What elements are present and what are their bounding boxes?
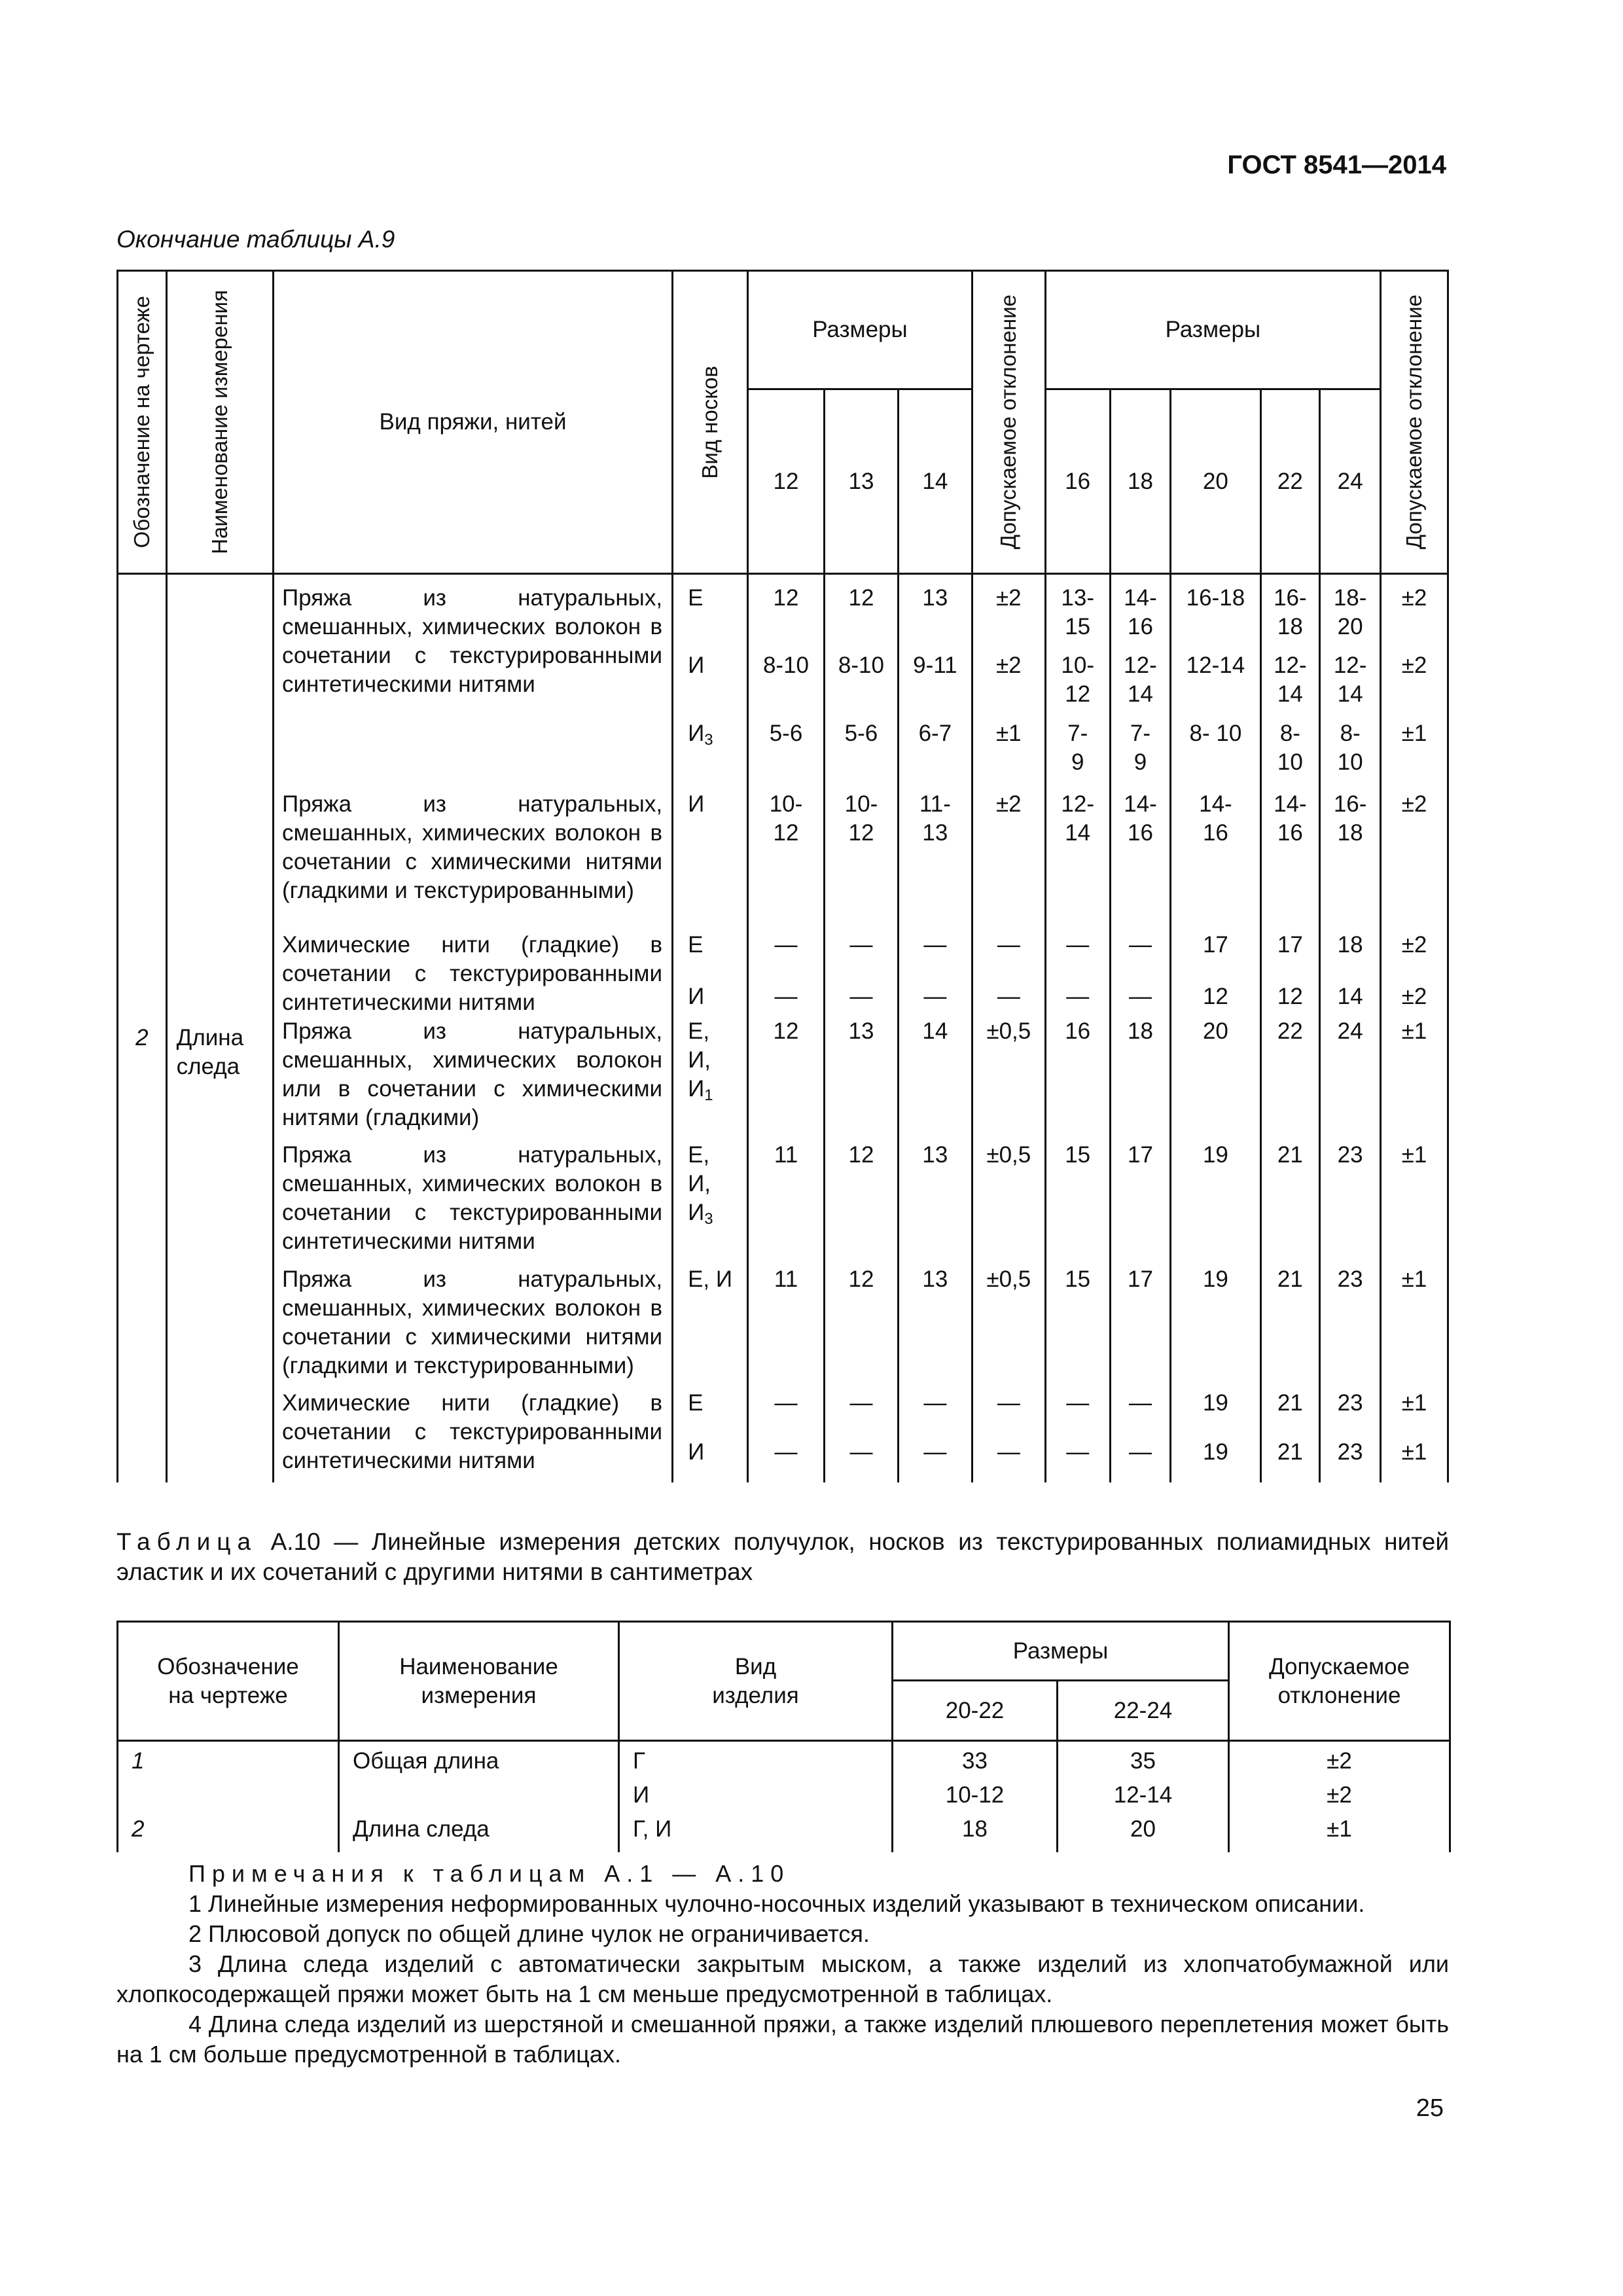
table-cell: 20 xyxy=(1202,1018,1228,1045)
table-cell xyxy=(353,1781,618,1815)
a10-tolerance-values xyxy=(1229,1741,1450,1852)
table-cell: 17 xyxy=(1128,1266,1153,1292)
table-cell: ±2 xyxy=(995,653,1022,679)
yarn-description: Пряжа из натуральных, смешанных, химических волокон в сочетании с текстурированными синтетическими нитями xyxy=(281,1142,663,1255)
sock-type: И xyxy=(688,791,705,817)
header-tolerance-2: Допускаемое отклонение xyxy=(1402,295,1427,550)
table-cell: 13 xyxy=(922,585,948,611)
table-cell: 13 xyxy=(922,1142,948,1168)
table-cell: 22 xyxy=(1277,1018,1303,1045)
table-a10-caption xyxy=(116,1527,1449,1587)
table-cell: Длина следа xyxy=(353,1816,490,1842)
table-cell: — xyxy=(1066,1390,1090,1416)
table-cell: 11 xyxy=(774,1266,798,1292)
table-cell: 12 xyxy=(1277,984,1303,1010)
a10-header-size: 20-22 xyxy=(893,1681,1058,1741)
table-cell: 18 xyxy=(1128,1018,1153,1045)
table-cell: — xyxy=(1128,932,1152,958)
table-cell: 23 xyxy=(1337,1439,1363,1465)
a10-designation-values xyxy=(118,1741,339,1852)
designation-value: 2 xyxy=(118,574,167,1482)
table-cell: 12 xyxy=(1202,984,1228,1010)
header-size: 12 xyxy=(748,389,825,574)
table-cell: 12 xyxy=(848,585,874,611)
a10-header-tolerance: Допускаемое отклонение xyxy=(1229,1622,1450,1741)
note-item: 3 Длина следа изделий с автоматически закрытым мыском, а также изделий из хлопчатобумажной или хлопкосодержащей пряжи может быть на 1 см меньше предусмотренной в таблицах. xyxy=(116,1950,1449,2007)
table-cell: 8-10 xyxy=(762,653,810,679)
sock-type: Е xyxy=(688,932,704,958)
table-cell: 14 xyxy=(1337,984,1363,1010)
table-cell: 18 xyxy=(962,1816,988,1842)
table-cell: ±1 xyxy=(1401,1439,1427,1465)
table-cell: — xyxy=(849,1439,873,1465)
table-cell: — xyxy=(1128,984,1152,1010)
notes-title: Примечания к таблицам А.1 — А.10 xyxy=(188,1860,791,1887)
table-cell: 14- 16 xyxy=(1124,585,1157,639)
table-cell: 5-6 xyxy=(844,720,878,746)
table-cell: 1 xyxy=(132,1748,145,1774)
header-designation: Обозначение на чертеже xyxy=(129,296,154,548)
table-cell: 8- 10 xyxy=(1337,720,1363,775)
table-cell: 10- 12 xyxy=(844,791,878,846)
header-size: 18 xyxy=(1110,389,1171,574)
table-label: Таблица xyxy=(116,1528,258,1555)
a10-size1-values xyxy=(893,1741,1058,1852)
table-cell: ±2 xyxy=(1401,984,1427,1010)
table-cell: ±1 xyxy=(1401,720,1427,746)
table-cell: 12- 14 xyxy=(1061,791,1094,846)
table-cell: — xyxy=(997,984,1020,1010)
table-cell: 33 xyxy=(962,1748,988,1774)
size-14-values xyxy=(898,574,972,1482)
page-number: 25 xyxy=(1416,2094,1444,2122)
table-cell: — xyxy=(849,984,873,1010)
table-cell: 19 xyxy=(1202,1142,1228,1168)
sock-type: Е xyxy=(688,1390,704,1416)
table-cell: ±1 xyxy=(1401,1390,1427,1416)
header-yarn: Вид пряжи, нитей xyxy=(273,271,672,574)
table-cell: 11- 13 xyxy=(919,791,951,846)
yarn-description: Химические нити (гладкие) в сочетании с текстурированными синтетическими нитями xyxy=(281,932,663,1016)
table-cell: ±1 xyxy=(1401,1266,1427,1292)
table-cell: 6-7 xyxy=(918,720,952,746)
yarn-description: Пряжа из натуральных, смешанных, химических волокон в сочетании с текстурированными синтетическими нитями xyxy=(281,585,663,697)
table-cell: 10- 12 xyxy=(1061,653,1094,708)
table-cell: 9-11 xyxy=(913,653,957,679)
size-18-values xyxy=(1110,574,1171,1482)
table-cell: ±2 xyxy=(1327,1782,1352,1808)
table-cell: ±0,5 xyxy=(986,1142,1031,1168)
table-cell: ±0,5 xyxy=(986,1266,1031,1292)
sock-type-values xyxy=(673,574,748,1482)
table-cell: — xyxy=(923,984,947,1010)
table-cell: 10-12 xyxy=(945,1782,1005,1808)
table-cell: — xyxy=(997,1439,1020,1465)
table-cell: ±2 xyxy=(1401,932,1427,958)
table-cell: 10- 12 xyxy=(769,791,803,846)
table-cell: ±2 xyxy=(1401,653,1427,679)
size-24-values xyxy=(1320,574,1381,1482)
table-cell: 14- 16 xyxy=(1124,791,1157,846)
table-cell: 12 xyxy=(773,1018,799,1045)
table-cell: ±2 xyxy=(1401,791,1427,817)
yarn-description: Химические нити (гладкие) в сочетании с текстурированными синтетическими нитями xyxy=(281,1390,663,1473)
a10-measurement-values xyxy=(339,1741,619,1852)
note-item: 2 Плюсовой допуск по общей длине чулок не ограничивается. xyxy=(188,1920,870,1947)
table-cell: — xyxy=(1128,1439,1152,1465)
a10-header-size: 22-24 xyxy=(1058,1681,1229,1741)
table-cell: ±2 xyxy=(1327,1748,1352,1774)
table-cell: 21 xyxy=(1277,1390,1303,1416)
header-size: 14 xyxy=(898,389,972,574)
tolerance-1-values xyxy=(972,574,1045,1482)
table-a10 xyxy=(116,1621,1451,1852)
table-cell: — xyxy=(923,1439,947,1465)
a10-header-product: Вид изделия xyxy=(619,1622,893,1741)
table-cell: 13- 15 xyxy=(1061,585,1094,639)
header-size: 16 xyxy=(1045,389,1110,574)
table-a9 xyxy=(116,270,1449,1482)
table-cell: — xyxy=(1066,984,1090,1010)
table-cell: 16- 18 xyxy=(1274,585,1307,639)
table-cell: 12 xyxy=(848,1266,874,1292)
table-cell: 17 xyxy=(1277,932,1303,958)
table-cell: ±2 xyxy=(995,791,1022,817)
table-cell: 19 xyxy=(1202,1266,1228,1292)
table-cell: 14- 16 xyxy=(1199,791,1232,846)
table-cell: 21 xyxy=(1277,1266,1303,1292)
measurement-value: Длина следа xyxy=(166,574,273,1482)
table-cell: 23 xyxy=(1337,1142,1363,1168)
table-cell: 2 xyxy=(132,1816,145,1842)
table-cell: 12-14 xyxy=(1186,653,1245,679)
table-cell: 21 xyxy=(1277,1439,1303,1465)
table-cell: ±1 xyxy=(995,720,1022,746)
header-size: 13 xyxy=(824,389,898,574)
table-cell: 14- 16 xyxy=(1274,791,1307,846)
sock-type: Е xyxy=(688,585,704,611)
table-cell: 35 xyxy=(1130,1748,1156,1774)
table-cell: 11 xyxy=(774,1142,798,1168)
sock-type: И xyxy=(688,984,705,1010)
table-cell: 19 xyxy=(1202,1390,1228,1416)
table-a10-title: А.10 — Линейные измерения детских получулок, носков из текстурированных полиамидных нитей эластик и их сочетаний с другими нитями в сантиметрах xyxy=(116,1528,1449,1585)
tolerance-2-values xyxy=(1381,574,1448,1482)
table-cell: ±2 xyxy=(995,585,1022,611)
notes-block xyxy=(116,1859,1449,2070)
a10-size2-values xyxy=(1058,1741,1229,1852)
table-cell: 12- 14 xyxy=(1333,653,1367,708)
yarn-description: Пряжа из натуральных, смешанных, химических волокон в сочетании с химическими нитями (гладкими и текстурированными) xyxy=(281,1266,663,1378)
table-cell: 16 xyxy=(1065,1018,1091,1045)
yarn-descriptions xyxy=(273,574,672,1482)
header-sizes-group1: Размеры xyxy=(748,271,972,389)
table-cell: 15 xyxy=(1065,1142,1091,1168)
sock-type: И xyxy=(688,653,705,679)
table-cell: — xyxy=(774,1390,798,1416)
note-item: 4 Длина следа изделий из шерстяной и смешанной пряжи, а также изделий плюшевого переплетения может быть на 1 см больше предусмотренной в таблицах. xyxy=(116,2011,1449,2068)
table-cell: 19 xyxy=(1202,1439,1228,1465)
size-12-values xyxy=(748,574,825,1482)
table-cell: — xyxy=(923,1390,947,1416)
table-cell: 23 xyxy=(1337,1266,1363,1292)
a10-header-designation: Обозначение на чертеже xyxy=(118,1622,339,1741)
table-cell: — xyxy=(997,1390,1020,1416)
table-cell: 5-6 xyxy=(769,720,803,746)
table-cell: Г, И xyxy=(633,1816,672,1842)
table-cell: 14 xyxy=(922,1018,948,1045)
header-measurement: Наименование измерения xyxy=(207,290,232,554)
header-sizes-group2: Размеры xyxy=(1045,271,1380,389)
table-cell: 20 xyxy=(1130,1816,1156,1842)
table-cell: — xyxy=(997,932,1020,958)
table-cell: 12 xyxy=(773,585,799,611)
table-cell: ±1 xyxy=(1401,1142,1427,1168)
table-cell: 7- 9 xyxy=(1130,720,1151,775)
table-cell: — xyxy=(1128,1390,1152,1416)
table-cell: 7- 9 xyxy=(1067,720,1088,775)
table-cell: ±1 xyxy=(1401,1018,1427,1045)
sock-type: И xyxy=(688,1439,705,1465)
header-size: 24 xyxy=(1320,389,1381,574)
table-cell: 12 xyxy=(848,1142,874,1168)
header-tolerance-1: Допускаемое отклонение xyxy=(996,295,1021,550)
size-13-values xyxy=(824,574,898,1482)
table-cell: 13 xyxy=(848,1018,874,1045)
table-cell: 18- 20 xyxy=(1333,585,1367,639)
table-cell: ±0,5 xyxy=(986,1018,1031,1045)
table-cell: Г xyxy=(633,1748,645,1774)
sock-type: Е, И, $И_1$ xyxy=(688,1018,713,1105)
table-cell: 17 xyxy=(1128,1142,1153,1168)
table-cell xyxy=(132,1781,338,1815)
table-cell: И xyxy=(633,1782,650,1808)
table-cell: 12- 14 xyxy=(1124,653,1157,708)
table-cell: 17 xyxy=(1202,932,1228,958)
table-cell: ±1 xyxy=(1327,1816,1352,1842)
table-cell: — xyxy=(774,984,798,1010)
table-cell: 21 xyxy=(1277,1142,1303,1168)
table-cell: ±2 xyxy=(1401,585,1427,611)
sock-type: Е, И, $И_3$ xyxy=(688,1142,713,1229)
table-a9-caption: Окончание таблицы А.9 xyxy=(116,226,395,253)
table-cell: 16- 18 xyxy=(1333,791,1367,846)
note-item: 1 Линейные измерения неформированных чулочно-носочных изделий указывают в техническом описании. xyxy=(188,1890,1365,1917)
yarn-description: Пряжа из натуральных, смешанных, химических волокон в сочетании с химическими нитями (гладкими и текстурированными) xyxy=(281,791,663,903)
a10-header-measurement: Наименование измерения xyxy=(339,1622,619,1741)
table-cell: 18 xyxy=(1337,932,1363,958)
table-cell: — xyxy=(1066,932,1090,958)
size-20-values xyxy=(1171,574,1260,1482)
table-cell: — xyxy=(849,932,873,958)
sock-type: Е, И xyxy=(688,1266,733,1292)
size-22-values xyxy=(1260,574,1320,1482)
header-sock-type: Вид носков xyxy=(698,365,722,479)
a10-header-sizes: Размеры xyxy=(893,1622,1229,1681)
table-cell: — xyxy=(849,1390,873,1416)
table-cell: 8- 10 xyxy=(1189,720,1242,746)
sock-type: $И_3$ xyxy=(688,720,713,749)
table-cell: — xyxy=(1066,1439,1090,1465)
table-cell: 12-14 xyxy=(1113,1782,1173,1808)
table-cell: 8- 10 xyxy=(1277,720,1303,775)
size-16-values xyxy=(1045,574,1110,1482)
table-cell: Общая длина xyxy=(353,1748,499,1774)
table-cell: 16-18 xyxy=(1186,585,1245,611)
table-cell: 24 xyxy=(1337,1018,1363,1045)
table-cell: 12- 14 xyxy=(1274,653,1307,708)
document-number: ГОСТ 8541—2014 xyxy=(1227,151,1446,179)
table-cell: 13 xyxy=(922,1266,948,1292)
a10-kind-values xyxy=(619,1741,893,1852)
table-cell: — xyxy=(774,1439,798,1465)
table-cell: — xyxy=(774,932,798,958)
table-cell: 23 xyxy=(1337,1390,1363,1416)
header-size: 22 xyxy=(1260,389,1320,574)
table-cell: 15 xyxy=(1065,1266,1091,1292)
table-cell: 8-10 xyxy=(838,653,884,679)
header-size: 20 xyxy=(1171,389,1260,574)
yarn-description: Пряжа из натуральных, смешанных, химических волокон или в сочетании с химическими нитями (гладкими) xyxy=(281,1018,663,1131)
table-cell: — xyxy=(923,932,947,958)
